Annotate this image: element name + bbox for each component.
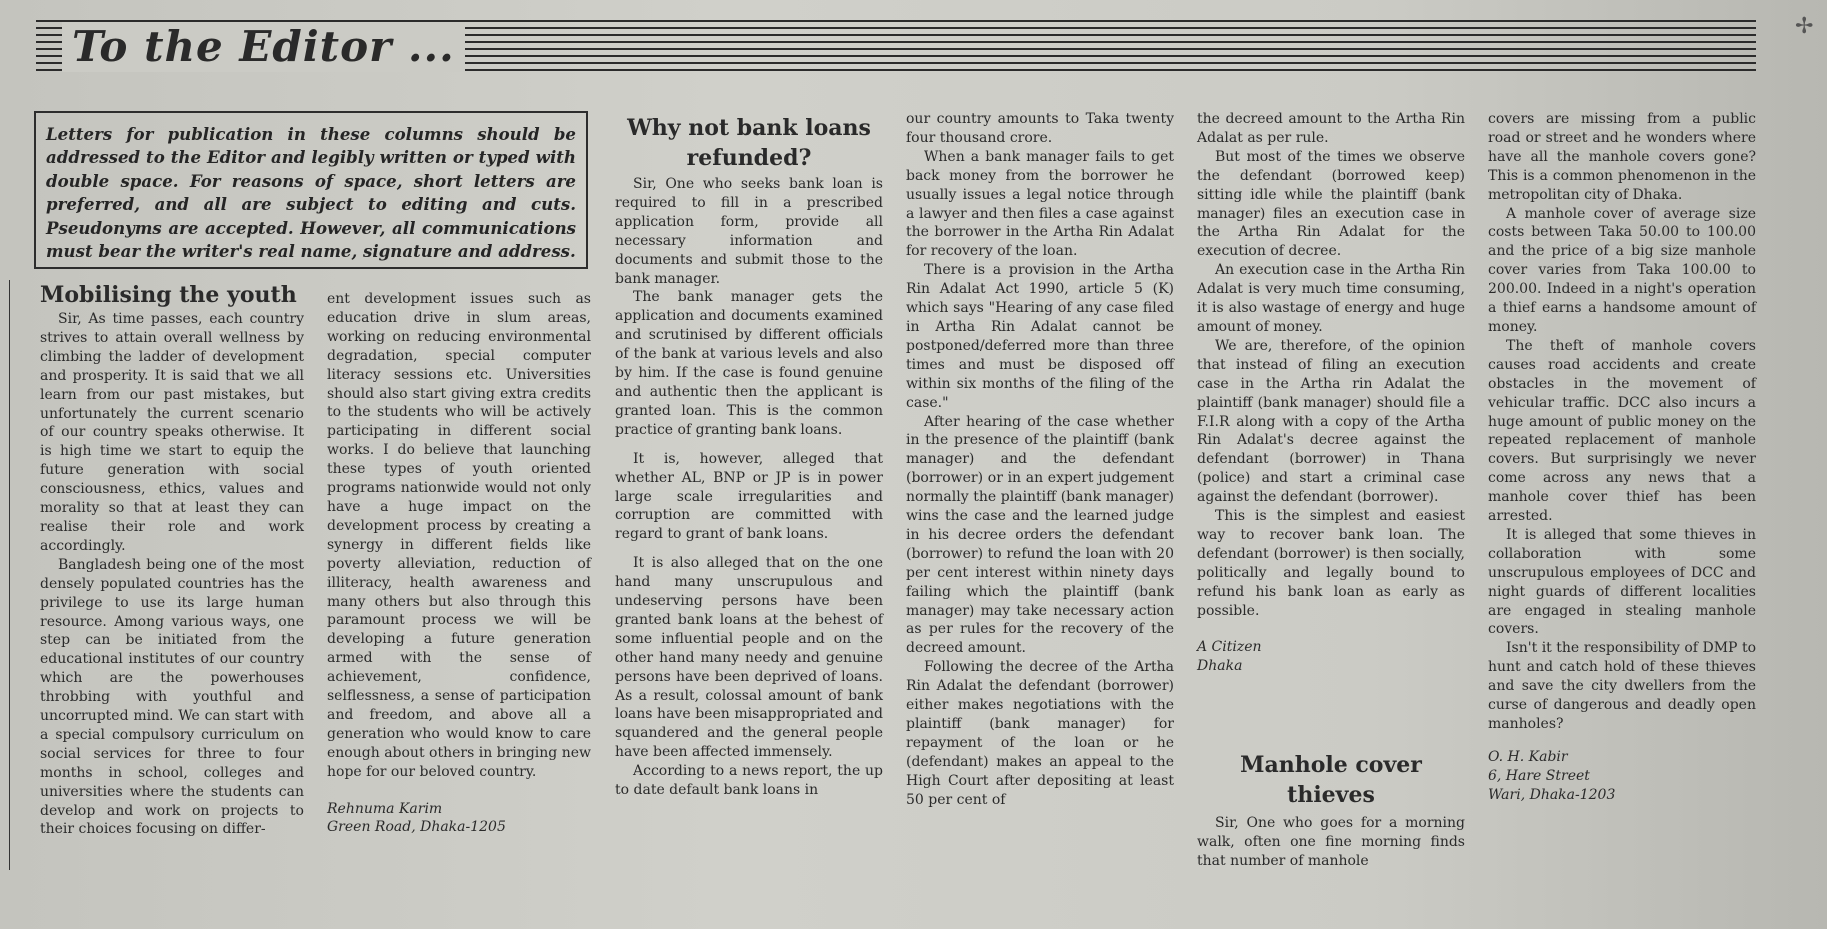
paragraph: After hearing of the case whether in the presence of the plaintiff (bank manager) and the defendant (borrower) or in an expert judgement normally the plaintiff (bank manager) wins the case and the learned judge in his decree orders the defendant (borrower) to refund the loan with 20 per cent interest within ninety days failing which the plaintiff (bank manager) may take necessary action as per rules for the recovery of the decreed amount. bbox=[906, 413, 1174, 657]
letter-youth-column-1 bbox=[40, 281, 304, 839]
paragraph: Sir, One who seeks bank loan is required to fill in a prescribed application form, provide all necessary information and documents and submit those to the bank manager. bbox=[615, 176, 883, 287]
paragraph: covers are missing from a public road or street and he wonders where have all the manhole covers gone? This is a common phenomenon in the metropolitan city of Dhaka. bbox=[1488, 111, 1756, 203]
letter-manhole-column-1 bbox=[1197, 750, 1465, 871]
letter-manhole-headline: Manhole cover thieves bbox=[1240, 752, 1422, 808]
paragraph: ent development issues such as education drive in slum areas, working on reducing environmental degradation, special computer literacy sessions etc. Universities should also start giving extra credits to the students who will be actively participating in different social works. I do believe that launching these types of youth oriented programs nationwide would not only have a huge impact on the development process by creating a synergy in different fields like poverty alleviation, reduction of illiteracy, health awareness and many others but also through this paramount process we will be developing a future generation armed with the sense of achievement, confidence, selflessness, a sense of participation and freedom, and above all a generation who would know to care enough about others in bringing new hope for our beloved country. bbox=[327, 291, 591, 780]
signature-address: 6, Hare Street bbox=[1488, 767, 1590, 784]
signature-address: Green Road, Dhaka-1205 bbox=[327, 819, 506, 836]
letter-bank-column-2 bbox=[906, 110, 1174, 810]
paragraph: It is also alleged that on the one hand many unscrupulous and undeserving persons have been granted bank loans at the behest of some influential people and on the other hand many needy and genuine persons have been deprived of loans. As a result, colossal amount of bank loans have been misappropriated and squandered and the general people have been affected immensely. bbox=[615, 555, 883, 761]
paragraph: the decreed amount to the Artha Rin Adalat as per rule. bbox=[1197, 111, 1465, 146]
paragraph: Sir, As time passes, each country strives to attain overall wellness by climbing the ladder of development and prosperity. It is said that we all learn from our past mistakes, but unfortunately the current scenario of our country speaks otherwise. It is high time we start to equip the future generation with social consciousness, ethics, values and morality so that at least they can realise their role and work accordingly. bbox=[40, 311, 304, 554]
signature-name: O. H. Kabir bbox=[1488, 748, 1568, 765]
paragraph: When a bank manager fails to get back money from the borrower he usually issues a legal notice through a lawyer and then files a case against the borrower in the Artha Rin Adalat for recovery of the loan. bbox=[906, 148, 1174, 260]
letter-bank-headline: Why not bank loans refunded? bbox=[627, 115, 871, 171]
letter-bank-column-1 bbox=[615, 113, 883, 800]
paragraph: An execution case in the Artha Rin Adalat is very much time consuming, it is also wastage of energy and huge amount of money. bbox=[1197, 262, 1465, 335]
signature-name: Rehnuma Karim bbox=[327, 800, 443, 817]
letter-youth-column-2 bbox=[327, 290, 591, 837]
paragraph: A manhole cover of average size costs between Taka 50.00 to 100.00 and the price of a big size manhole cover varies from Taka 100.00 to 200.00. Indeed in a night's operation a thief earns a handsome amount of money. bbox=[1488, 205, 1756, 335]
signature-address: Wari, Dhaka-1203 bbox=[1488, 786, 1616, 803]
letter-bank-column-3 bbox=[1197, 110, 1465, 676]
paragraph: our country amounts to Taka twenty four thousand crore. bbox=[906, 111, 1174, 146]
paragraph: We are, therefore, of the opinion that instead of filing an execution case in the Artha rin Adalat the plaintiff (bank manager) should file a F.I.R along with a copy of the Artha Rin Adalat's decree against the defendant (borrower) in Thana (police) and start a criminal case against the defendant (borrower). bbox=[1197, 337, 1465, 506]
paragraph: But most of the times we observe the defendant (borrowed keep) sitting idle while the plaintiff (bank manager) files an execution case in the Artha Rin Adalat for the execution of decree. bbox=[1197, 148, 1465, 260]
page-fold-mark: ✢ bbox=[1795, 14, 1814, 39]
section-masthead bbox=[36, 20, 1756, 74]
letter-youth-headline: Mobilising the youth bbox=[40, 282, 297, 308]
paragraph: Bangladesh being one of the most densely populated countries has the privilege to use its large human resource. Among various ways, one step can be initiated from the educational institutes of our country which are the powerhouses throbbing with youthful and uncorrupted mind. We can start with a special compulsory curriculum on social services for three to four months in school, colleges and universities where the students can develop and work on projects to their choices focusing on differ- bbox=[40, 556, 304, 838]
paragraph: Following the decree of the Artha Rin Adalat the defendant (borrower) either makes negotiations with the plaintiff (bank manager) for repayment of the loan or he (defendant) makes an appeal to the High Court after depositing at least 50 per cent of bbox=[906, 659, 1174, 808]
letter-manhole-column-2 bbox=[1488, 110, 1756, 805]
signature-address: Dhaka bbox=[1197, 658, 1243, 675]
paragraph: According to a news report, the up to date default bank loans in bbox=[615, 763, 883, 799]
paragraph: There is a provision in the Artha Rin Adalat Act 1990, article 5 (K) which says "Hearing of any case filed in Artha Rin Adalat cannot be postponed/deferred more than three times and must be disposed off within six months of the filing of the case." bbox=[906, 262, 1174, 411]
paragraph: It is, however, alleged that whether AL, BNP or JP is in power large scale irregularities and corruption are committed with regard to grant of bank loans. bbox=[615, 450, 883, 543]
paragraph: Sir, One who goes for a morning walk, often one fine morning finds that number of manhole bbox=[1197, 815, 1465, 869]
signature-name: A Citizen bbox=[1197, 639, 1262, 656]
paragraph: This is the simplest and easiest way to recover bank loan. The defendant (borrower) is then socially, politically and legally bound to refund his bank loan as early as possible. bbox=[1197, 508, 1465, 619]
section-title: To the Editor ... bbox=[62, 22, 465, 72]
paragraph: Isn't it the responsibility of DMP to hunt and catch hold of these thieves and save the city dwellers from the curse of dangerous and deadly open manholes? bbox=[1488, 640, 1756, 732]
paragraph: It is alleged that some thieves in collaboration with some unscrupulous employees of DCC and night guards of different localities are engaged in stealing manhole covers. bbox=[1488, 526, 1756, 638]
editorial-notice: Letters for publication in these columns should be addressed to the Editor and legibly written or typed with double space. For reasons of space, short letters are preferred, and all are subject to editing and cuts. Pseudonyms are accepted. However, all communications must bear the writer's real name, signature and address. bbox=[34, 111, 588, 269]
paragraph: The theft of manhole covers causes road accidents and create obstacles in the movement of vehicular traffic. DCC also incurs a huge amount of public money on the repeated replacement of manhole covers. But surprisingly we never come across any news that a manhole cover thief has been arrested. bbox=[1488, 337, 1756, 525]
column-border bbox=[9, 280, 10, 870]
paragraph: The bank manager gets the application and documents examined and scrutinised by different officials of the bank at various levels and also by him. If the case is found genuine and authentic then the applicant is granted loan. This is the common practice of granting bank loans. bbox=[615, 289, 883, 438]
